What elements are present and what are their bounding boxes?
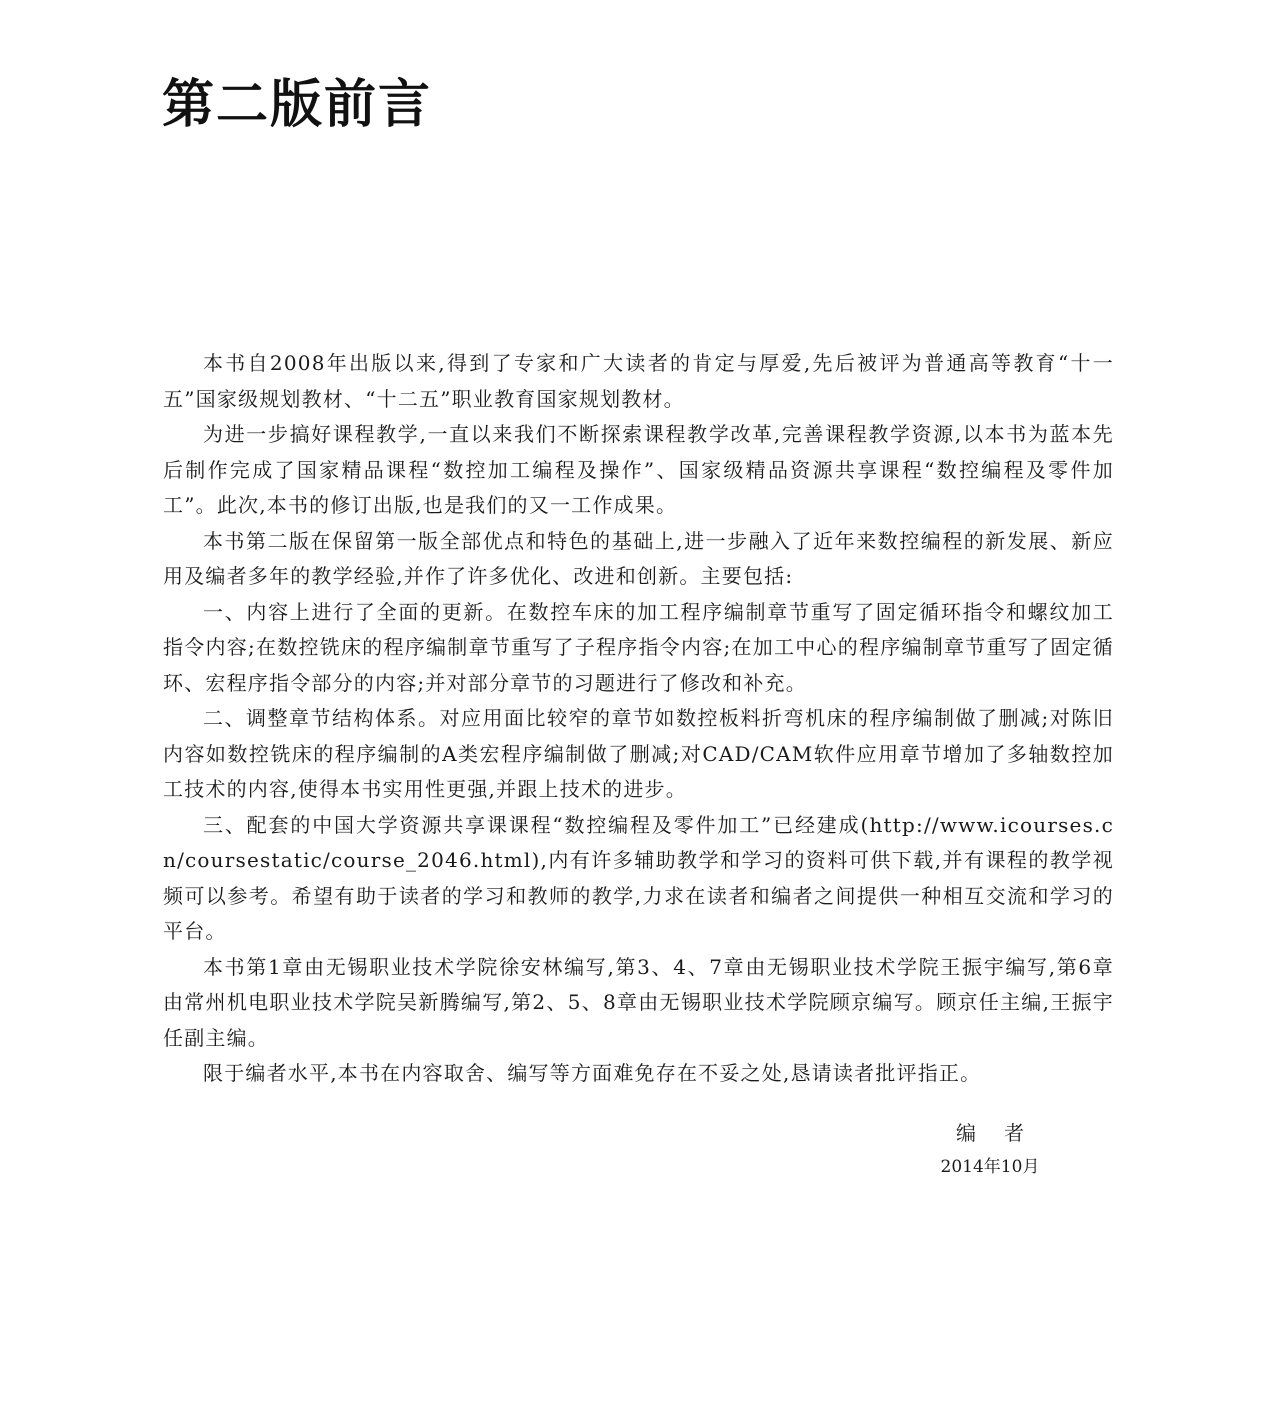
paragraph-5: 二、调整章节结构体系。对应用面比较窄的章节如数控板料折弯机床的程序编制做了删减;对陈旧内容如数控铣床的程序编制的A类宏程序编制做了删减;对CAD/CAM软件应用章节增加了多轴数控加工技术的内容,使得本书实用性更强,并跟上技术的进步。: [163, 706, 1114, 801]
paragraph-3: 本书第二版在保留第一版全部优点和特色的基础上,进一步融入了近年来数控编程的新发展、新应用及编者多年的教学经验,并作了许多优化、改进和创新。主要包括:: [163, 528, 1114, 588]
preface-body: [163, 346, 1114, 1092]
paragraph-8: 限于编者水平,本书在内容取舍、编写等方面难免存在不妥之处,恳请读者批评指正。: [203, 1061, 982, 1085]
paragraph-7: 本书第1章由无锡职业技术学院徐安林编写,第3、4、7章由无锡职业技术学院王振宇编写,第6章由常州机电职业技术学院吴新腾编写,第2、5、8章由无锡职业技术学院顾京编写。顾京任主编,王振宇任副主编。: [163, 954, 1114, 1050]
signature-block: [900, 1118, 1080, 1182]
paragraph-4: 一、内容上进行了全面的更新。在数控车床的加工程序编制章节重写了固定循环指令和螺纹加工指令内容;在数控铣床的程序编制章节重写了子程序指令内容;在加工中心的程序编制章节重写了固定循环、宏程序指令部分的内容;并对部分章节的习题进行了修改和补充。: [163, 599, 1114, 695]
paragraph-6: 三、配套的中国大学资源共享课课程“数控编程及零件加工”已经建成(http://www.icourses.cn/coursestatic/course_2046.html),内有许多辅助教学和学习的资料可供下载,并有课程的教学视频可以参考。希望有助于读者的学习和教师的教学,力求在读者和编者之间提供一种相互交流和学习的平台。: [163, 812, 1114, 943]
signature-date: 2014年10月: [940, 1157, 1040, 1177]
paragraph-2: 为进一步搞好课程教学,一直以来我们不断探索课程教学改革,完善课程教学资源,以本书为蓝本先后制作完成了国家精品课程“数控加工编程及操作”、国家级精品资源共享课程“数控编程及零件加工”。此次,本书的修订出版,也是我们的又一工作成果。: [163, 422, 1114, 517]
signature-author: 编者: [956, 1121, 1052, 1145]
paragraph-1: 本书自2008年出版以来,得到了专家和广大读者的肯定与厚爱,先后被评为普通高等教育“十一五”国家级规划教材、“十二五”职业教育国家规划教材。: [163, 351, 1114, 411]
page-title: 第二版前言: [162, 75, 433, 135]
